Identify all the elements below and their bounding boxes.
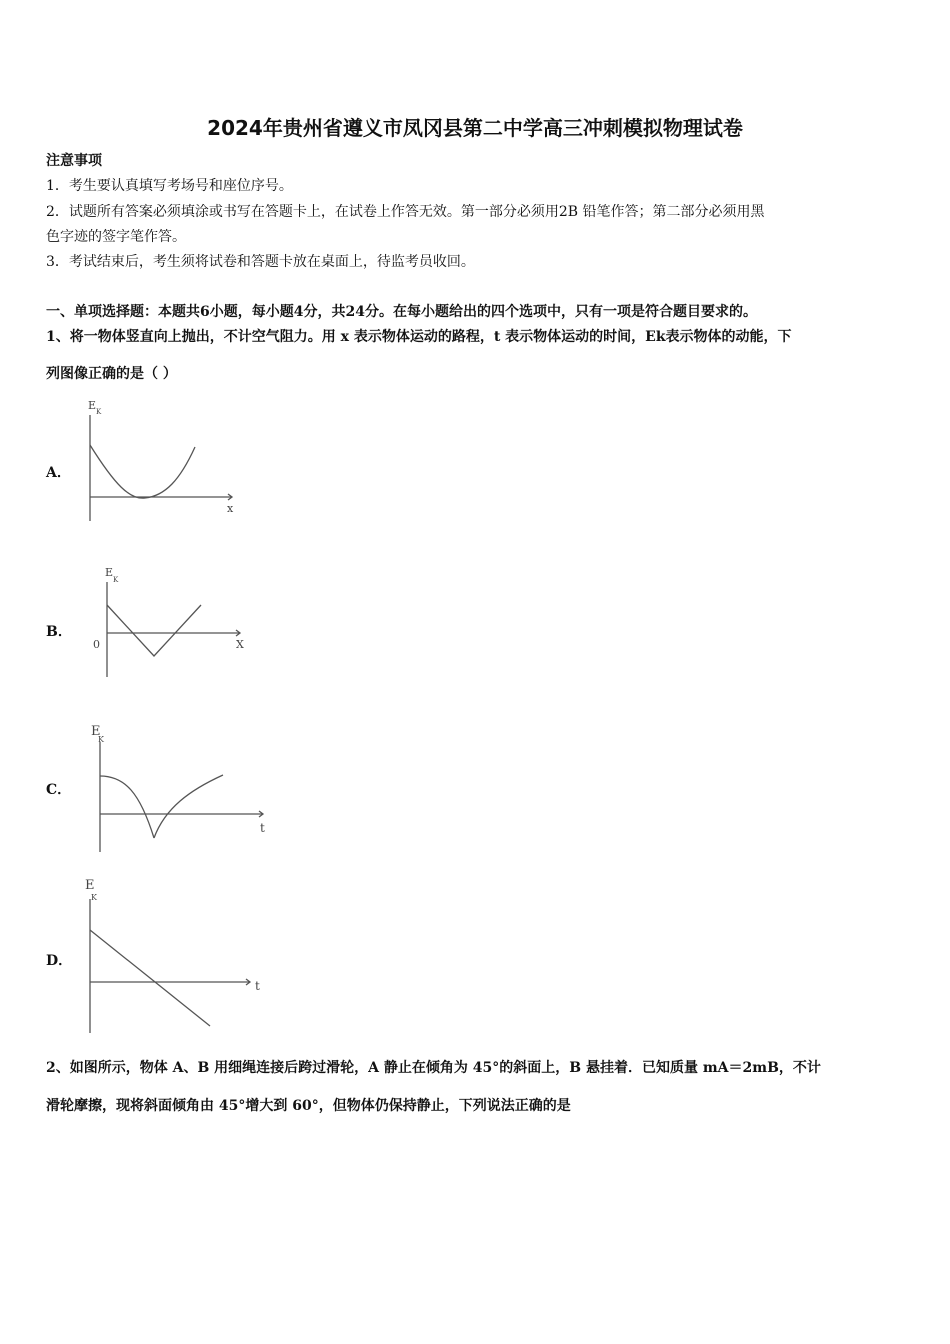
section-1-heading: 一、单项选择题：本题共6小题，每小题4分，共24分。在每小题给出的四个选项中，只有一项是符合题目要求的。 xyxy=(46,304,757,320)
option-d-line xyxy=(90,930,210,1026)
option-c-curve-left xyxy=(100,776,154,838)
option-d-label[interactable]: D． xyxy=(46,953,73,969)
option-c-graph xyxy=(85,718,275,858)
option-a-graph xyxy=(80,395,250,530)
option-a-ylabel: E xyxy=(88,399,97,412)
option-b-xlabel: X xyxy=(236,638,244,651)
option-a-xlabel: x xyxy=(227,502,234,515)
option-a-label[interactable]: A． xyxy=(46,465,71,481)
option-c-label[interactable]: C． xyxy=(46,782,72,798)
notice-item-2-cont: 色字迹的签字笔作答。 xyxy=(46,229,186,245)
option-d-xlabel: t xyxy=(255,979,260,993)
option-c-xlabel: t xyxy=(260,821,265,835)
option-b-line xyxy=(107,605,201,656)
option-b-ylabel: E xyxy=(105,566,114,579)
exam-title: 2024年贵州省遵义市凤冈县第二中学高三冲刺模拟物理试卷 xyxy=(207,116,743,140)
option-a-ysub: K xyxy=(96,408,102,416)
option-b-ysub: K xyxy=(113,576,119,584)
question-1-stem: 1、将一物体竖直向上抛出，不计空气阻力。用 x 表示物体运动的路程，t 表示物体运动的时间，Ek表示物体的动能，下 xyxy=(46,329,792,345)
option-c-ylabel: E xyxy=(91,724,101,739)
notice-heading: 注意事项 xyxy=(46,153,102,169)
option-c-curve-right xyxy=(154,775,223,838)
option-c-ysub: K xyxy=(98,735,104,744)
notice-item-2: 2．试题所有答案必须填涂或书写在答题卡上，在试卷上作答无效。第一部分必须用2B 铅笔作答；第二部分必须用黑 xyxy=(46,204,765,220)
option-d-graph xyxy=(75,873,275,1038)
option-d-ysub: K xyxy=(91,893,97,902)
option-b-origin: 0 xyxy=(93,638,100,651)
question-2-stem-cont: 滑轮摩擦，现将斜面倾角由 45°增大到 60°，但物体仍保持静止，下列说法正确的是 xyxy=(46,1098,571,1114)
option-b-label[interactable]: B． xyxy=(46,624,72,640)
option-a-curve xyxy=(90,445,195,498)
notice-item-1: 1．考生要认真填写考场号和座位序号。 xyxy=(46,178,293,194)
notice-item-3: 3．考试结束后，考生须将试卷和答题卡放在桌面上，待监考员收回。 xyxy=(46,254,475,270)
option-d-ylabel: E xyxy=(85,878,95,893)
question-2-stem: 2、如图所示，物体 A、B 用细绳连接后跨过滑轮，A 静止在倾角为 45°的斜面上，B 悬挂着．已知质量 mA＝2mB，不计 xyxy=(46,1060,821,1076)
question-1-stem-cont: 列图像正确的是（ ） xyxy=(46,366,177,382)
option-b-graph xyxy=(90,560,260,685)
